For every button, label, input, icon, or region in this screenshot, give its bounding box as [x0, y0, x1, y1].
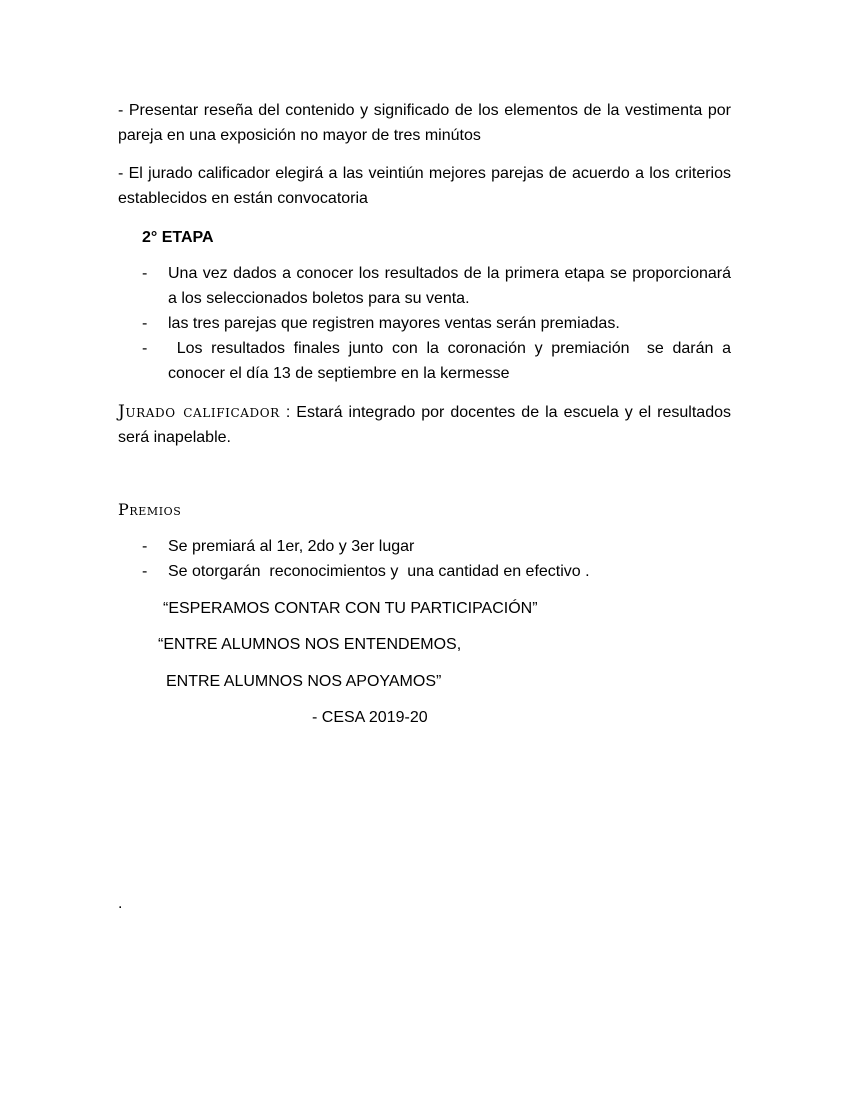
jury-text: : Estará integrado por docentes de la escuela y el resultados será inapelable.: [118, 404, 731, 446]
prizes-heading: Premios: [118, 500, 182, 519]
list-item: [118, 311, 731, 336]
stage-2-list: [118, 261, 736, 386]
trailing-dot: .: [118, 895, 123, 912]
list-item: [118, 261, 731, 311]
bullet-dash: -: [142, 538, 148, 555]
list-item: [118, 534, 731, 559]
closing-quote-participation: “ESPERAMOS CONTAR CON TU PARTICIPACIÓN”: [163, 600, 538, 617]
list-item-text: Se premiará al 1er, 2do y 3er lugar: [168, 538, 415, 555]
stage-2-heading: 2° ETAPA: [142, 229, 214, 246]
bullet-dash: -: [142, 265, 148, 282]
jury-paragraph: [118, 400, 731, 450]
bullet-dash: -: [142, 563, 148, 580]
list-item-text: Los resultados finales junto con la coronación y premiación se darán a conocer el día 13 de septiembre en la kermesse: [168, 340, 736, 382]
list-item-text: Se otorgarán reconocimientos y una cantidad en efectivo .: [168, 563, 590, 580]
list-item: [118, 559, 731, 584]
list-item: [118, 336, 736, 386]
closing-quote-line-1: “ENTRE ALUMNOS NOS ENTENDEMOS,: [158, 636, 462, 653]
closing-quote-line-2: ENTRE ALUMNOS NOS APOYAMOS”: [166, 673, 442, 690]
bullet-dash: -: [142, 340, 148, 357]
list-item-text: las tres parejas que registren mayores ventas serán premiadas.: [168, 315, 620, 332]
list-item-text: Una vez dados a conocer los resultados de la primera etapa se proporcionará a los seleccionados boletos para su venta.: [168, 265, 731, 307]
requirement-paragraph-presentation: - Presentar reseña del contenido y significado de los elementos de la vestimenta por pareja en una exposición no mayor de tres minútos: [118, 102, 731, 144]
bullet-dash: -: [142, 315, 148, 332]
requirement-paragraph-jury-selection: - El jurado calificador elegirá a las veintiún mejores parejas de acuerdo a los criterios establecidos en están convocatoria: [118, 165, 731, 207]
jury-label: Jurado calificador: [118, 402, 280, 422]
closing-signature: - CESA 2019-20: [312, 709, 428, 726]
prizes-list: [118, 534, 731, 584]
